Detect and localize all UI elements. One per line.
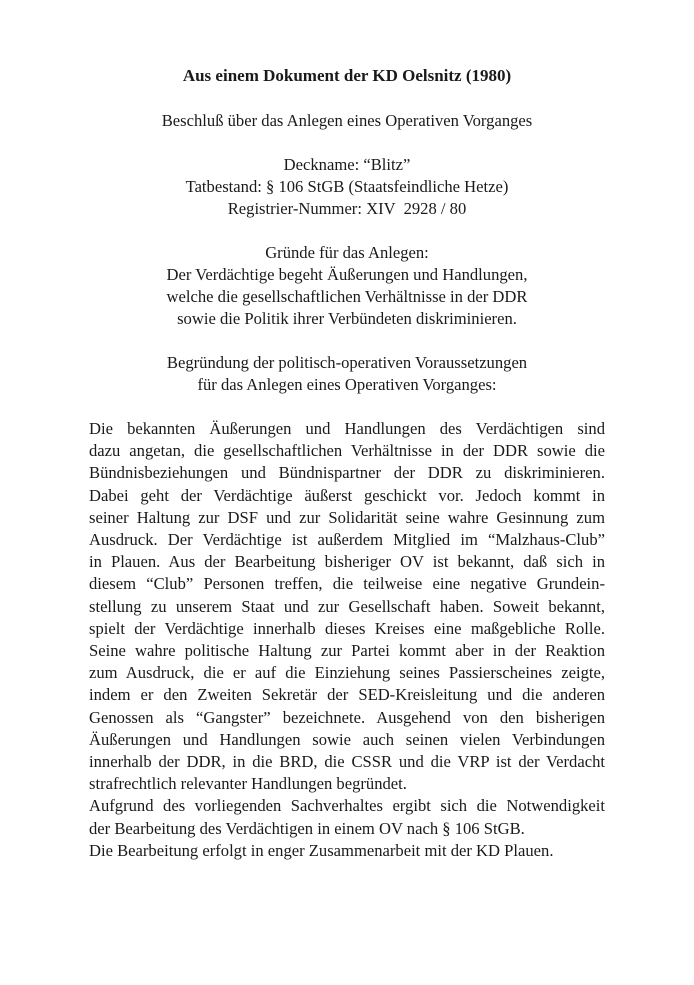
case-detail-line: Tatbestand: § 106 StGB (Staatsfeindliche Hetze) xyxy=(185,177,509,196)
reason-line: sowie die Politik ihrer Verbündeten diskriminieren. xyxy=(177,309,517,328)
document-title: Aus einem Dokument der KD Oelsnitz (1980) xyxy=(182,66,512,85)
body-line: Äußerungen und Handlungen sowie auch seinen vielen Verbindungen xyxy=(89,729,605,749)
body-line: stellung zu unserem Staat und zur Gesellschaft haben. Soweit bekannt, xyxy=(89,596,605,616)
body-line: der Bearbeitung des Verdächtigen in einem OV nach § 106 StGB. xyxy=(89,818,525,838)
body-line: dazu angetan, die gesellschaftlichen Verhältnisse in der DDR sowie die xyxy=(89,441,605,461)
body-line: Aufgrund des vorliegenden Sachverhaltes ergibt sich die Notwendigkeit xyxy=(89,796,605,816)
case-detail-line: Deckname: “Blitz” xyxy=(283,155,411,174)
document-body xyxy=(89,418,605,862)
reason-line: welche die gesellschaftlichen Verhältnisse in der DDR xyxy=(166,287,528,306)
body-line: spielt der Verdächtige innerhalb dieses Kreises eine maßgebliche Rolle. xyxy=(89,618,605,638)
case-details xyxy=(89,154,605,220)
decision-line: Beschluß über das Anlegen eines Operativen Vorganges xyxy=(161,111,533,130)
body-line: Genossen als “Gangster” bezeichnete. Ausgehend von den bisherigen xyxy=(89,707,605,727)
justification-heading xyxy=(89,352,605,396)
body-line: zum Ausdruck, die er auf die Einziehung seines Passierscheines zeigte, xyxy=(89,663,605,683)
body-line: in Plauen. Aus der Bearbeitung bisheriger OV ist bekannt, daß sich in xyxy=(89,552,605,572)
justification-heading-line: für das Anlegen eines Operativen Vorganges: xyxy=(197,375,497,394)
body-line: diesem “Club” Personen treffen, die teilweise eine negative Grundein- xyxy=(89,574,605,594)
reasons-section xyxy=(89,242,605,330)
body-line: Die bekannten Äußerungen und Handlungen des Verdächtigen sind xyxy=(89,419,605,438)
reason-line: Der Verdächtige begeht Äußerungen und Handlungen, xyxy=(166,265,528,284)
body-line: Ausdruck. Der Verdächtige ist außerdem Mitglied im “Malzhaus-Club” xyxy=(89,530,605,550)
justification-heading-line: Begründung der politisch-operativen Voraussetzungen xyxy=(166,353,528,372)
reason-line: Gründe für das Anlegen: xyxy=(265,243,429,262)
case-detail-line: Registrier-Nummer: XIV 2928 / 80 xyxy=(227,199,467,218)
body-line: Die Bearbeitung erfolgt in enger Zusammenarbeit mit der KD Plauen. xyxy=(89,840,554,860)
body-line: strafrechtlich relevanter Handlungen begründet. xyxy=(89,774,407,794)
body-line: seiner Haltung zur DSF und zur Solidarität seine wahre Gesinnung zum xyxy=(89,507,605,527)
body-line: innerhalb der DDR, in die BRD, die CSSR und die VRP ist der Verdacht xyxy=(89,752,605,772)
decision-heading xyxy=(89,110,605,132)
body-line: Dabei geht der Verdächtige äußerst geschickt vor. Jedoch kommt in xyxy=(89,485,605,505)
body-line: Seine wahre politische Haltung zur Partei kommt aber in der Reaktion xyxy=(89,641,605,661)
body-line: Bündnisbeziehungen und Bündnispartner der DDR zu diskriminieren. xyxy=(89,463,605,483)
body-line: indem er den Zweiten Sekretär der SED-Kreisleitung und die anderen xyxy=(89,685,605,705)
